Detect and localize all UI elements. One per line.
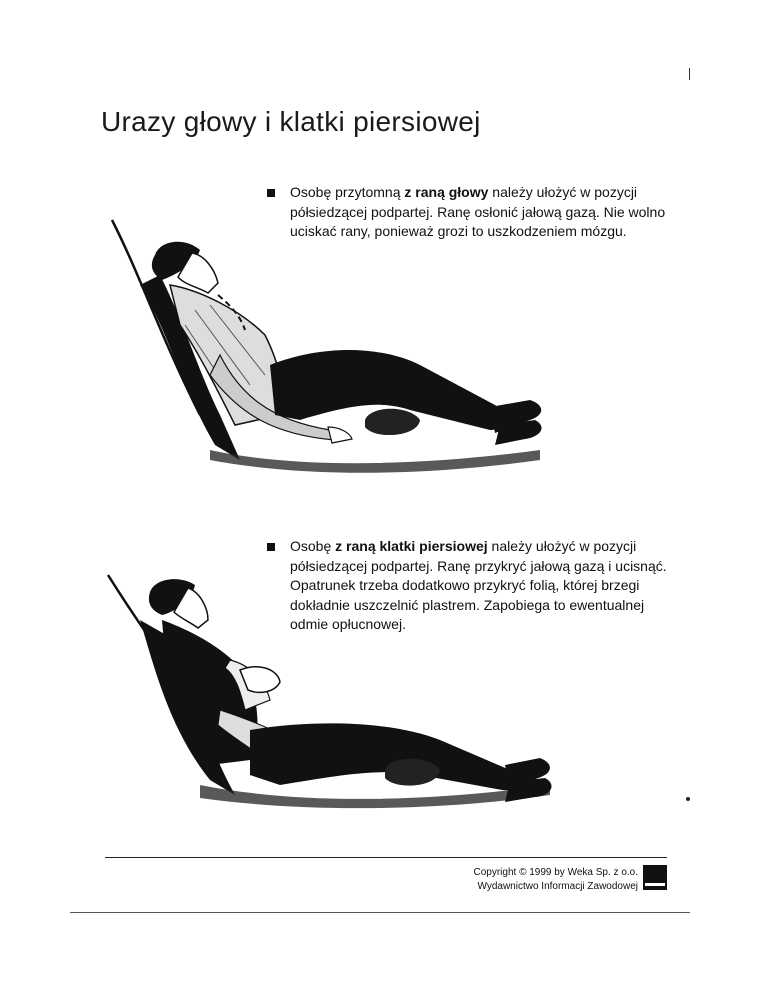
scan-mark xyxy=(689,68,690,80)
head-injury-text-bold: z raną głowy xyxy=(404,184,489,200)
bullet-square-icon xyxy=(267,543,275,551)
bullet-square-icon xyxy=(267,189,275,197)
publisher-logo-icon xyxy=(643,865,667,890)
copyright-notice xyxy=(420,866,638,894)
head-injury-text-part-3: należy ułożyć w pozycji półsiedzącej podpartej. Ranę osłonić jałową gazą. Nie wolno uciskać rany, ponieważ grozi to uszkodzeniem mózgu. xyxy=(290,184,666,239)
head-injury-text-part-1: Osobę przytomną xyxy=(290,184,405,200)
chest-injury-text-bold: z raną klatki piersiowej xyxy=(335,538,488,554)
copyright-line: Copyright © 1999 by Weka Sp. z o.o. xyxy=(473,867,638,878)
footer-divider xyxy=(105,857,667,858)
page-bottom-divider xyxy=(70,912,690,913)
scan-dot xyxy=(686,797,690,801)
page-title: Urazy głowy i klatki piersiowej xyxy=(101,106,481,137)
chest-injury-text-part-1: Osobę xyxy=(290,538,336,554)
publisher-line: Wydawnictwo Informacji Zawodowej xyxy=(477,881,638,892)
chest-injury-text-part-3: należy ułożyć w pozycji półsiedzącej podpartej. Ranę przykryć jałową gazą i ucisnąć. Opatrunek trzeba dodatkowo przykryć folią, której brzegi dokładnie uszczelnić plastrem. Zapobiega to ewentualnej odmie opłucnowej. xyxy=(290,538,667,632)
chest-injury-illustration xyxy=(100,570,580,820)
head-injury-illustration xyxy=(100,215,570,485)
